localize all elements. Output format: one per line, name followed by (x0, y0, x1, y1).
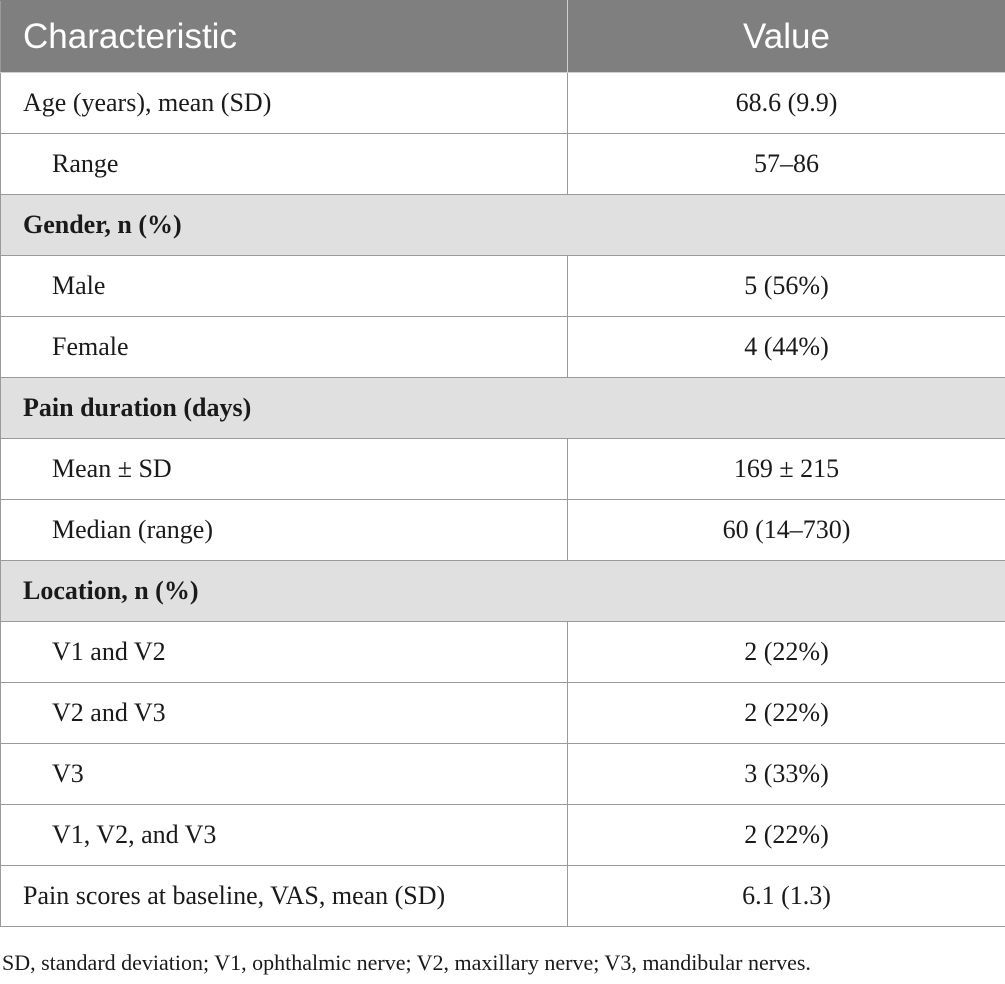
row-value: 169 ± 215 (568, 439, 1005, 500)
table-row (1, 866, 1005, 927)
row-value: 2 (22%) (568, 805, 1005, 866)
row-label: V3 (1, 744, 568, 805)
header-row (1, 1, 1005, 73)
section-row (1, 195, 1005, 256)
row-label: Female (1, 317, 568, 378)
table-row (1, 256, 1005, 317)
row-value: 3 (33%) (568, 744, 1005, 805)
row-value: 2 (22%) (568, 622, 1005, 683)
row-value: 4 (44%) (568, 317, 1005, 378)
table-row (1, 439, 1005, 500)
section-row (1, 378, 1005, 439)
row-label: Pain scores at baseline, VAS, mean (SD) (1, 866, 568, 927)
table-row (1, 744, 1005, 805)
row-label: V1, V2, and V3 (1, 805, 568, 866)
row-label: Range (1, 134, 568, 195)
table-row (1, 805, 1005, 866)
section-label: Gender, n (%) (1, 195, 1005, 256)
section-row (1, 561, 1005, 622)
column-header-characteristic: Characteristic (1, 1, 568, 73)
table-body (1, 73, 1005, 927)
row-label: Age (years), mean (SD) (1, 73, 568, 134)
row-label: Male (1, 256, 568, 317)
table-row (1, 134, 1005, 195)
row-label: V1 and V2 (1, 622, 568, 683)
section-label: Location, n (%) (1, 561, 1005, 622)
section-label: Pain duration (days) (1, 378, 1005, 439)
row-value: 68.6 (9.9) (568, 73, 1005, 134)
table-header (1, 1, 1005, 73)
column-header-value: Value (568, 1, 1005, 73)
table-row (1, 73, 1005, 134)
table-row (1, 622, 1005, 683)
table-row (1, 317, 1005, 378)
row-label: V2 and V3 (1, 683, 568, 744)
row-value: 60 (14–730) (568, 500, 1005, 561)
table-footnote: SD, standard deviation; V1, ophthalmic nerve; V2, maxillary nerve; V3, mandibular nerves. (2, 950, 811, 975)
row-label: Median (range) (1, 500, 568, 561)
row-value: 2 (22%) (568, 683, 1005, 744)
row-label: Mean ± SD (1, 439, 568, 500)
table-row (1, 500, 1005, 561)
row-value: 5 (56%) (568, 256, 1005, 317)
row-value: 57–86 (568, 134, 1005, 195)
row-value: 6.1 (1.3) (568, 866, 1005, 927)
table-row (1, 683, 1005, 744)
